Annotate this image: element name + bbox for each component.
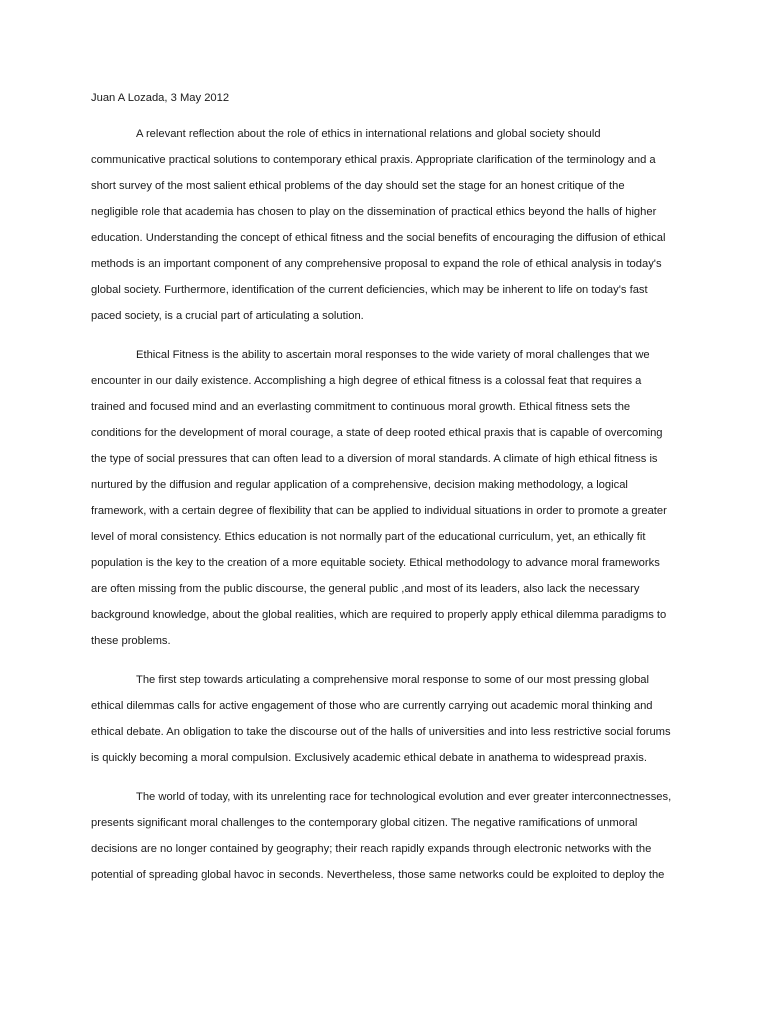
paragraph-line: short survey of the most salient ethical problems of the day should set the stage for an honest critique of the	[91, 180, 625, 192]
paragraph-line: The first step towards articulating a comprehensive moral response to some of our most pressing global	[136, 674, 650, 686]
paragraph-line: background knowledge, about the global realities, which are required to properly apply ethical dilemma paradigms to	[91, 609, 667, 621]
paragraph-line: potential of spreading global havoc in seconds. Nevertheless, those same networks could be exploited to deploy the	[91, 869, 665, 881]
paragraph-line: is quickly becoming a moral compulsion. Exclusively academic ethical debate in anathema to widespread praxis.	[91, 752, 647, 764]
paragraph-line: methods is an important component of any comprehensive proposal to expand the role of ethical analysis in today's	[91, 258, 662, 270]
document-header: Juan A Lozada, 3 May 2012	[91, 92, 230, 104]
paragraph-line: population is the key to the creation of a more equitable society. Ethical methodology to advance moral frameworks	[91, 557, 660, 569]
paragraph-line: ethical debate. An obligation to take the discourse out of the halls of universities and into less restrictive social forums	[91, 726, 671, 738]
paragraph-line: communicative practical solutions to contemporary ethical praxis. Appropriate clarification of the terminology and a	[91, 154, 656, 166]
paragraph-line: presents significant moral challenges to the contemporary global citizen. The negative ramifications of unmoral	[91, 817, 638, 829]
paragraph-line: Ethical Fitness is the ability to ascertain moral responses to the wide variety of moral challenges that we	[136, 349, 650, 361]
paragraph-line: encounter in our daily existence. Accomplishing a high degree of ethical fitness is a colossal feat that requires a	[91, 375, 642, 387]
paragraph-line: are often missing from the public discourse, the general public ,and most of its leaders, also lack the necessary	[91, 583, 640, 595]
paragraph-line: negligible role that academia has chosen to play on the dissemination of practical ethics beyond the halls of higher	[91, 206, 657, 218]
paragraph-line: The world of today, with its unrelenting race for technological evolution and ever greater interconnectnesses,	[136, 791, 672, 803]
paragraph-line: conditions for the development of moral courage, a state of deep rooted ethical praxis that is capable of overcoming	[91, 427, 663, 439]
paragraph-line: the type of social pressures that can often lead to a diversion of moral standards. A climate of high ethical fitness is	[91, 453, 658, 465]
paragraph-line: paced society, is a crucial part of articulating a solution.	[91, 310, 364, 322]
paragraph-line: decisions are no longer contained by geography; their reach rapidly expands through electronic networks with the	[91, 843, 652, 855]
paragraph-line: nurtured by the diffusion and regular application of a comprehensive, decision making methodology, a logical	[91, 479, 628, 491]
paragraph-line: global society. Furthermore, identification of the current deficiencies, which may be inherent to life on today's fast	[91, 284, 648, 296]
paragraph-line: education. Understanding the concept of ethical fitness and the social benefits of encouraging the diffusion of ethical	[91, 232, 666, 244]
paragraph-line: ethical dilemmas calls for active engagement of those who are currently carrying out academic moral thinking and	[91, 700, 653, 712]
paragraph-line: A relevant reflection about the role of ethics in international relations and global society should	[136, 128, 601, 140]
paragraph-line: level of moral consistency. Ethics education is not normally part of the educational curriculum, yet, an ethically fit	[91, 531, 646, 543]
paragraph-line: these problems.	[91, 635, 171, 647]
paragraph-line: framework, with a certain degree of flexibility that can be applied to individual situations in order to promote a greater	[91, 505, 667, 517]
paragraph-line: trained and focused mind and an everlasting commitment to continuous moral growth. Ethical fitness sets the	[91, 401, 631, 413]
